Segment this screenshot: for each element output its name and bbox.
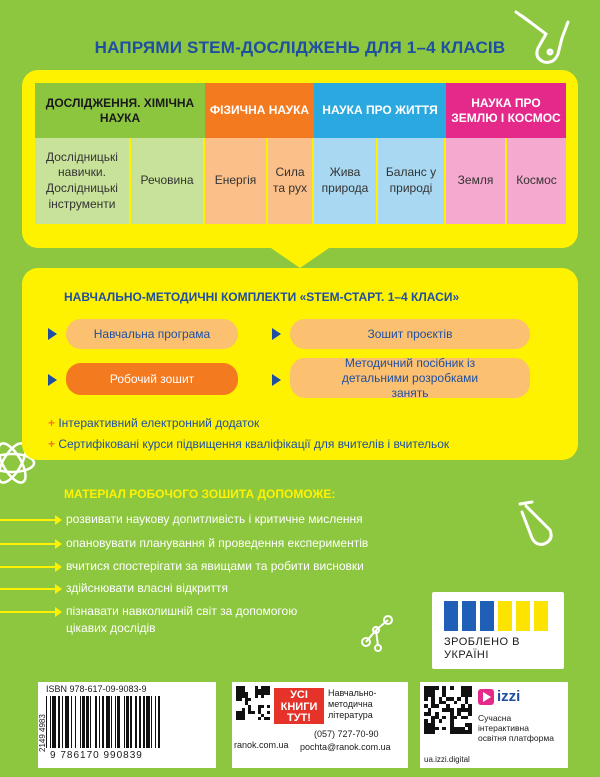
made-in-ukraine-label: ЗРОБЛЕНО В УКРАЇНІ [444, 636, 520, 661]
qr-module [261, 695, 264, 698]
qr-module [242, 717, 245, 720]
triangle-bullet-icon [48, 374, 57, 386]
publisher-email: pochta@ranok.com.ua [300, 742, 391, 752]
benefit-item: цікавих дослідів [66, 621, 156, 635]
isbn: ISBN 978-617-09-9083-9 [46, 684, 147, 694]
barcode [46, 696, 206, 748]
directions-table [35, 83, 566, 224]
kit-extra-label: Сертифіковані курси підвищення кваліфікації для вчителів і вчительок [58, 437, 450, 451]
publisher-phone: (057) 727-70-90 [314, 729, 379, 739]
izzi-url: ua.izzi.digital [424, 755, 470, 764]
qr-module [468, 693, 472, 697]
direction-physics-header: ФІЗИЧНА НАУКА [205, 83, 314, 138]
izzi-description: Сучасна інтерактивна освітня платформа [478, 713, 554, 743]
direction-life-header: НАУКА ПРО ЖИТТЯ [314, 83, 446, 138]
qr-module [465, 716, 469, 720]
play-icon [478, 689, 494, 705]
qr-module [435, 704, 439, 708]
qr-module [258, 717, 261, 720]
topic-cell: Речовина [131, 138, 205, 224]
topic-cell: Жива природа [314, 138, 378, 224]
qr-code-icon [236, 686, 270, 720]
qr-module [442, 716, 446, 720]
qr-module [468, 712, 472, 716]
qr-module [424, 697, 428, 701]
publisher-logo: УСІ КНИГИ ТУТ! [274, 688, 324, 724]
qr-module [267, 692, 270, 695]
test-tube-icon [518, 500, 558, 552]
topic-cell: Земля [446, 138, 507, 224]
qr-module [439, 719, 443, 723]
qr-code-icon [424, 686, 472, 734]
page-title: НАПРЯМИ STEM-ДОСЛІДЖЕНЬ ДЛЯ 1–4 КЛАСІВ [94, 38, 506, 57]
qr-module [251, 711, 254, 714]
kits-title: НАВЧАЛЬНО-МЕТОДИЧНІ КОМПЛЕКТИ «STEM-СТАРТ. 1–4 КЛАСИ» [64, 290, 460, 304]
triangle-bullet-icon [48, 328, 57, 340]
kit-item: Методичний посібник із детальними розробками занять [290, 358, 530, 398]
kit-extra-label: Інтерактивний електронний додаток [58, 416, 260, 430]
kit-extra: + Інтерактивний електронний додаток [48, 416, 260, 430]
barcode-bar [160, 696, 161, 748]
ukraine-flag-icon [444, 601, 548, 631]
molecule-icon [356, 610, 396, 656]
benefit-item: розвивати наукову допитливість і критичне мислення [66, 512, 363, 526]
topic-cell: Космос [507, 138, 566, 224]
qr-module [431, 730, 435, 734]
topic-cell: Дослідницькі навички. Дослідницькі інструменти [35, 138, 131, 224]
down-arrow-icon [268, 246, 332, 268]
kit-extra: + Сертифіковані курси підвищення кваліфікації для вчителів і вчительок [48, 437, 450, 451]
qr-module [267, 711, 270, 714]
qr-module [255, 695, 258, 698]
qr-module [267, 717, 270, 720]
direction-chemistry-header: ДОСЛІДЖЕННЯ. ХІМІЧНА НАУКА [35, 83, 205, 138]
arrow-icon [0, 543, 60, 545]
qr-module [435, 686, 439, 690]
benefit-item: опановувати планування й проведення експериментів [66, 536, 369, 550]
topic-cell: Енергія [205, 138, 268, 224]
qr-module [450, 686, 454, 690]
qr-module [442, 727, 446, 731]
izzi-name: izzi [497, 688, 521, 705]
publisher-tagline: Навчально-методична література [328, 688, 377, 720]
arrow-icon [0, 588, 60, 590]
qr-module [435, 727, 439, 731]
triangle-bullet-icon [272, 374, 281, 386]
barcode-side-number: 2149 4983 [38, 714, 47, 752]
kit-item: Зошит проєктів [290, 319, 530, 349]
arrow-icon [0, 566, 60, 568]
arrow-icon [0, 519, 60, 521]
workbook-title: МАТЕРІАЛ РОБОЧОГО ЗОШИТА ДОПОМОЖЕ: [64, 487, 336, 501]
qr-module [239, 698, 242, 701]
kit-item: Робочий зошит [66, 363, 238, 395]
kit-item: Навчальна програма [66, 319, 238, 349]
qr-module [454, 701, 458, 705]
barcode-number: 9 786170 990839 [50, 750, 143, 761]
publisher-site: ranok.com.ua [234, 740, 289, 750]
qr-module [261, 705, 264, 708]
topic-cell: Баланс у природі [378, 138, 446, 224]
topic-cell: Сила та рух [268, 138, 314, 224]
izzi-logo [478, 688, 520, 705]
qr-module [248, 698, 251, 701]
qr-module [454, 716, 458, 720]
benefit-item: здійснювати власні відкриття [66, 581, 228, 595]
triangle-bullet-icon [272, 328, 281, 340]
qr-module [457, 697, 461, 701]
benefit-item: вчитися спостерігати за явищами та робити висновки [66, 559, 364, 573]
benefit-item: пізнавати навколишній світ за допомогою [66, 604, 298, 618]
qr-module [267, 705, 270, 708]
direction-earth-header: НАУКА ПРО ЗЕМЛЮ І КОСМОС [446, 83, 566, 138]
qr-module [468, 730, 472, 734]
arrow-icon [0, 611, 60, 613]
